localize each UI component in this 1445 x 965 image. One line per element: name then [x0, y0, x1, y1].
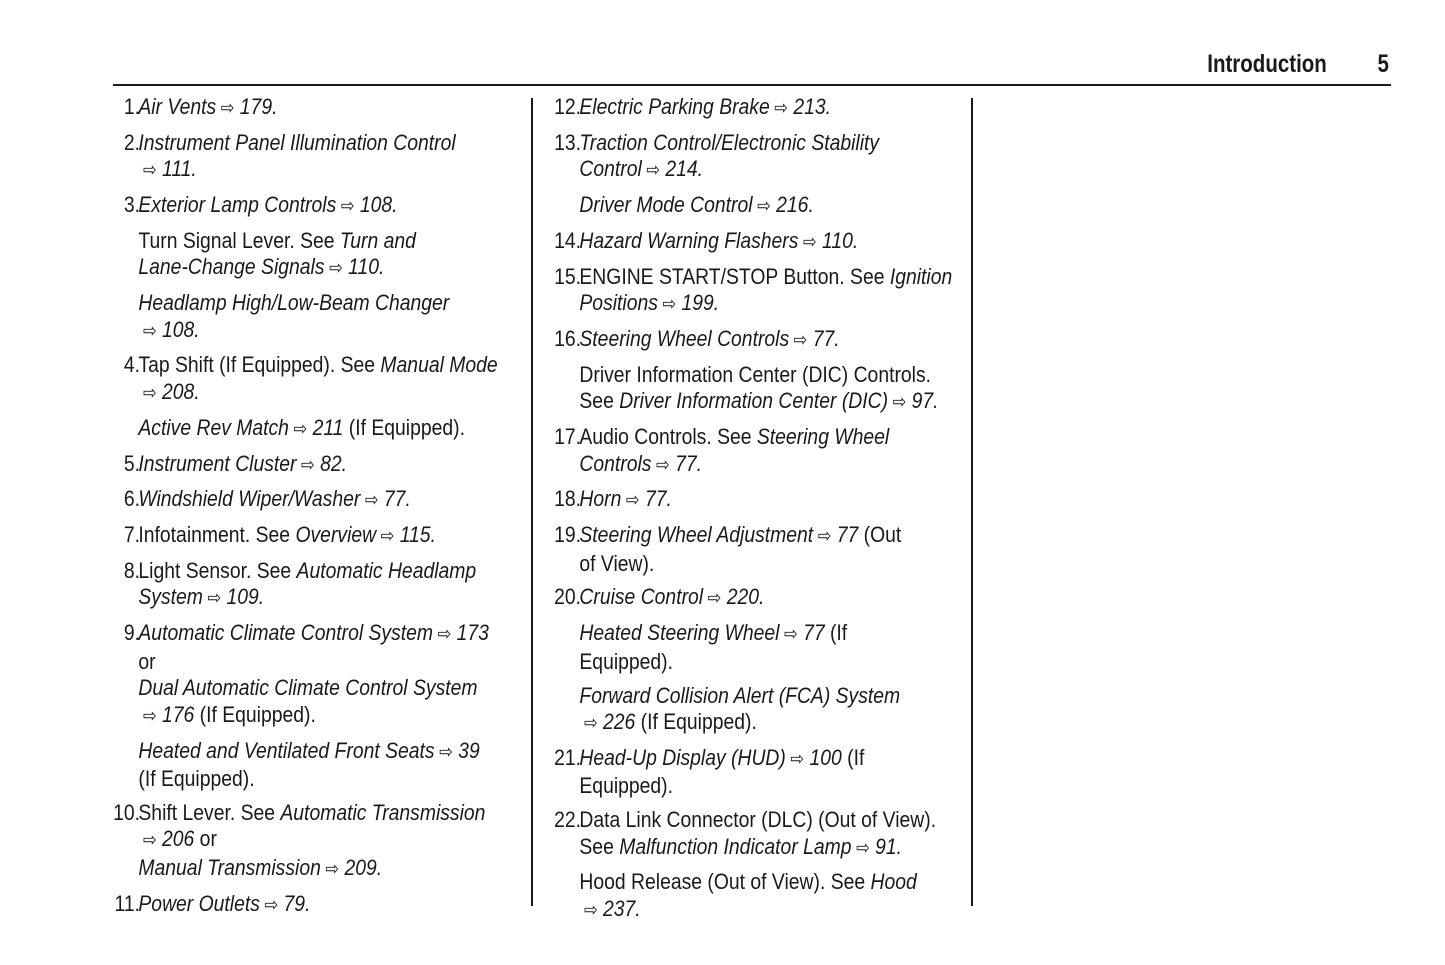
- cross-reference-text: Forward Collision Alert (FCA) System: [579, 682, 901, 708]
- page-reference-arrow-icon: ⇨: [320, 858, 340, 880]
- body-text: Light Sensor. See: [138, 557, 297, 583]
- page-reference-arrow-icon: ⇨: [433, 624, 452, 646]
- legend-entry: [545, 584, 965, 613]
- cross-reference-text: 77.: [669, 450, 702, 476]
- cross-reference-text: 216.: [770, 192, 814, 218]
- page-reference-arrow-icon: ⇨: [296, 454, 315, 476]
- entry-line: [545, 361, 932, 389]
- legend-entry: [104, 415, 524, 444]
- cross-reference-text: 77: [797, 620, 825, 646]
- page-reference-arrow-icon: ⇨: [769, 98, 788, 119]
- page-reference-arrow-icon: ⇨: [360, 490, 379, 512]
- page-reference-arrow-icon: ⇨: [579, 713, 598, 735]
- cross-reference-text: Positions: [579, 290, 658, 316]
- legend-entry: [545, 424, 965, 479]
- entry-line: [545, 773, 906, 800]
- cross-reference-text: 91.: [869, 833, 903, 859]
- entry-number: 6.: [123, 486, 140, 512]
- page-reference-arrow-icon: ⇨: [888, 392, 907, 414]
- cross-reference-text: Headlamp High/Low-Beam Changer: [138, 290, 450, 316]
- cross-reference-text: Windshield Wiper/Washer: [138, 486, 361, 512]
- cross-reference-text: Power Outlets: [138, 890, 260, 916]
- entry-line: [104, 855, 465, 884]
- body-text: (Out: [858, 522, 902, 548]
- cross-reference-text: Dual Automatic Climate Control System: [138, 675, 478, 701]
- body-text: Hood Release (Out of View). See: [579, 869, 871, 895]
- legend-entry: [545, 620, 965, 675]
- cross-reference-text: 226: [597, 709, 636, 735]
- entry-number: 14.: [554, 227, 581, 253]
- cross-reference-text: Automatic Transmission: [280, 799, 486, 825]
- legend-entry: [104, 94, 524, 123]
- cross-reference-text: Head-Up Display (HUD): [579, 744, 786, 770]
- legend-entry: [104, 228, 524, 283]
- cross-reference-text: Ignition: [889, 263, 953, 289]
- page-reference-arrow-icon: ⇨: [621, 490, 640, 512]
- entry-line: [545, 263, 953, 291]
- entry-line: [545, 584, 906, 613]
- page-reference-arrow-icon: ⇨: [752, 196, 771, 218]
- legend-entry: [104, 486, 524, 515]
- cross-reference-text: Controls: [579, 450, 652, 476]
- entry-line: [104, 156, 465, 185]
- entry-number: 20.: [554, 584, 581, 610]
- cross-reference-text: 173: [451, 620, 489, 646]
- body-text: (If: [824, 620, 848, 646]
- legend-entry: [104, 290, 524, 345]
- entry-line: [545, 156, 906, 185]
- page-header: [113, 48, 1391, 86]
- cross-reference-text: 108.: [156, 316, 200, 342]
- entry-number: 10.: [113, 799, 140, 825]
- cross-reference-text: 220.: [721, 584, 765, 610]
- legend-entry: [545, 807, 965, 862]
- cross-reference-text: 208.: [156, 378, 200, 404]
- cross-reference-text: 110.: [816, 227, 859, 253]
- cross-reference-text: Traction Control/Electronic Stability: [579, 129, 880, 155]
- cross-reference-text: 82.: [314, 450, 347, 476]
- entry-line: [104, 130, 465, 157]
- legend-entry: [545, 486, 965, 515]
- entry-line: [104, 228, 465, 255]
- entry-line: [104, 94, 465, 123]
- entry-number: 15.: [554, 263, 581, 289]
- body-text: (If Equipped).: [635, 709, 757, 735]
- cross-reference-text: Driver Information Center (DIC): [619, 388, 889, 414]
- entry-line: [545, 834, 906, 863]
- body-text: (If Equipped).: [138, 766, 255, 792]
- cross-reference-text: Automatic Climate Control System: [138, 620, 434, 646]
- cross-reference-text: Overview: [295, 522, 377, 548]
- entry-number: 7.: [123, 522, 140, 548]
- entry-number: 17.: [554, 424, 581, 450]
- entry-line: [104, 192, 465, 221]
- page-reference-arrow-icon: ⇨: [641, 160, 661, 182]
- cross-reference-text: 214.: [660, 156, 704, 182]
- legend-entry: [104, 451, 524, 480]
- entry-line: [545, 620, 906, 649]
- entry-line: [545, 709, 906, 738]
- column-divider: [531, 98, 533, 906]
- cross-reference-text: 100: [804, 744, 842, 770]
- cross-reference-text: Air Vents: [138, 94, 217, 119]
- entry-line: [104, 584, 465, 613]
- body-text: Audio Controls. See: [579, 424, 757, 450]
- cross-reference-text: Hood: [870, 869, 917, 895]
- legend-entry: [104, 522, 524, 551]
- cross-reference-text: 237.: [597, 895, 641, 921]
- page-reference-arrow-icon: ⇨: [288, 418, 308, 440]
- entry-line: [104, 826, 465, 855]
- entry-line: [545, 326, 906, 355]
- entry-line: [545, 551, 906, 578]
- page-reference-arrow-icon: ⇨: [789, 329, 808, 351]
- body-text: (If: [841, 744, 865, 770]
- entry-line: [104, 317, 465, 346]
- page-reference-arrow-icon: ⇨: [785, 748, 805, 770]
- page-number: 5: [1377, 50, 1389, 78]
- page-reference-arrow-icon: ⇨: [703, 588, 722, 610]
- entry-line: [545, 649, 906, 676]
- entry-number: 13.: [554, 129, 581, 155]
- entry-line: [104, 451, 465, 480]
- entry-line: [545, 388, 939, 417]
- page-reference-arrow-icon: ⇨: [138, 705, 157, 727]
- legend-entry: [104, 800, 524, 884]
- entry-line: [545, 896, 906, 925]
- cross-reference-text: Turn and: [339, 227, 416, 253]
- cross-reference-text: 39: [452, 737, 480, 763]
- body-text: Equipped).: [579, 648, 674, 674]
- page-reference-arrow-icon: ⇨: [324, 258, 343, 280]
- page-reference-arrow-icon: ⇨: [216, 98, 235, 119]
- page-reference-arrow-icon: ⇨: [202, 588, 222, 610]
- cross-reference-text: Lane-Change Signals: [138, 254, 325, 280]
- cross-reference-text: 111.: [156, 156, 197, 182]
- entry-number: 19.: [554, 522, 581, 548]
- legend-entry: [545, 264, 965, 319]
- entry-line: [104, 415, 465, 444]
- cross-reference-text: Horn: [579, 486, 622, 512]
- cross-reference-text: 213.: [787, 94, 832, 119]
- cross-reference-text: 110.: [342, 254, 385, 280]
- cross-reference-text: 77.: [378, 486, 411, 512]
- cross-reference-text: 199.: [676, 290, 720, 316]
- cross-reference-text: Driver Mode Control: [579, 192, 753, 218]
- legend-entry: [104, 130, 524, 185]
- page-reference-arrow-icon: ⇨: [798, 231, 817, 253]
- cross-reference-text: Cruise Control: [579, 584, 704, 610]
- page-reference-arrow-icon: ⇨: [813, 526, 832, 548]
- body-text: Data Link Connector (DLC) (Out of View).: [579, 807, 937, 833]
- entry-line: [104, 675, 478, 702]
- cross-reference-text: 176: [156, 701, 195, 727]
- entry-line: [545, 130, 906, 157]
- column-divider: [971, 98, 973, 906]
- entry-line: [104, 649, 465, 676]
- page-reference-arrow-icon: ⇨: [851, 837, 870, 859]
- body-text: or: [194, 826, 217, 852]
- legend-entry: [545, 522, 965, 577]
- entry-line: [545, 745, 906, 774]
- entry-number: 11.: [114, 890, 140, 916]
- body-text: or: [138, 648, 156, 674]
- entry-line: [545, 451, 906, 480]
- body-text: Infotainment. See: [138, 522, 296, 548]
- cross-reference-text: Heated Steering Wheel: [579, 620, 780, 646]
- page-reference-arrow-icon: ⇨: [651, 454, 670, 476]
- entry-line: [545, 94, 906, 123]
- entry-number: 5.: [123, 450, 140, 476]
- cross-reference-text: Manual Mode: [380, 352, 498, 378]
- entry-line: [104, 620, 489, 649]
- legend-entry: [545, 362, 965, 417]
- cross-reference-text: Control: [579, 156, 642, 182]
- body-text: Turn Signal Lever. See: [138, 227, 340, 253]
- entry-line: [545, 486, 906, 515]
- entry-line: [545, 424, 906, 451]
- body-text: Equipped).: [579, 773, 674, 799]
- cross-reference-text: Steering Wheel: [756, 424, 890, 450]
- entry-number: 8.: [123, 557, 140, 583]
- page-reference-arrow-icon: ⇨: [779, 624, 798, 646]
- cross-reference-text: 77.: [807, 325, 840, 351]
- entry-number: 3.: [123, 192, 140, 218]
- body-text: Tap Shift (If Equipped). See: [138, 352, 381, 378]
- cross-reference-text: Heated and Ventilated Front Seats: [138, 737, 435, 763]
- entry-number: 2.: [123, 129, 140, 155]
- entry-line: [104, 254, 465, 283]
- entry-line: [104, 290, 465, 317]
- page-reference-arrow-icon: ⇨: [138, 160, 157, 182]
- page-reference-arrow-icon: ⇨: [657, 294, 677, 316]
- entry-line: [545, 228, 906, 257]
- legend-entry: [545, 192, 965, 221]
- cross-reference-text: 206: [156, 826, 195, 852]
- cross-reference-text: Steering Wheel Adjustment: [579, 522, 814, 548]
- entry-line: [545, 683, 906, 710]
- entry-line: [545, 192, 906, 221]
- cross-reference-text: 179.: [234, 94, 278, 119]
- entry-line: [545, 290, 906, 319]
- legend-column-2: [545, 94, 965, 932]
- entry-number: 12.: [554, 94, 581, 119]
- entry-line: [104, 737, 480, 767]
- entry-line: [104, 486, 465, 515]
- legend-entry: [104, 891, 524, 920]
- body-text: ENGINE START/STOP Button. See: [579, 263, 890, 289]
- cross-reference-text: Malfunction Indicator Lamp: [619, 833, 852, 859]
- cross-reference-text: 209.: [339, 854, 383, 880]
- page-reference-arrow-icon: ⇨: [336, 196, 355, 218]
- entry-number: 18.: [554, 486, 581, 512]
- cross-reference-text: 97.: [906, 388, 939, 414]
- legend-entry: [104, 738, 524, 793]
- legend-entry: [545, 745, 965, 800]
- legend-entry: [104, 558, 524, 613]
- entry-number: 9.: [123, 620, 140, 646]
- cross-reference-text: Automatic Headlamp: [296, 557, 477, 583]
- cross-reference-text: Exterior Lamp Controls: [138, 192, 337, 218]
- legend-entry: [545, 228, 965, 257]
- page-reference-arrow-icon: ⇨: [434, 741, 453, 763]
- entry-line: [545, 807, 937, 834]
- page-reference-arrow-icon: ⇨: [259, 894, 279, 916]
- body-text: See: [579, 833, 620, 859]
- entry-line: [545, 522, 906, 551]
- body-text: (If Equipped).: [343, 414, 465, 440]
- cross-reference-text: 77: [831, 522, 859, 548]
- cross-reference-text: Hazard Warning Flashers: [579, 227, 799, 253]
- entry-number: 4.: [123, 352, 140, 378]
- page-reference-arrow-icon: ⇨: [579, 899, 598, 921]
- section-title: Introduction: [1207, 50, 1327, 78]
- legend-column-1: [104, 94, 524, 926]
- body-text: Driver Information Center (DIC) Controls.: [579, 361, 932, 387]
- page-reference-arrow-icon: ⇨: [138, 320, 157, 342]
- entry-number: 21.: [554, 744, 581, 770]
- cross-reference-text: Active Rev Match: [138, 414, 289, 440]
- page-reference-arrow-icon: ⇨: [138, 830, 157, 852]
- page-reference-arrow-icon: ⇨: [376, 526, 395, 548]
- legend-entry: [104, 192, 524, 221]
- entry-line: [104, 702, 465, 731]
- cross-reference-text: 109.: [221, 584, 265, 610]
- legend-entry: [545, 683, 965, 738]
- legend-entry: [104, 352, 524, 407]
- entry-number: 22.: [554, 807, 581, 833]
- body-text: of View).: [579, 550, 655, 576]
- cross-reference-text: Electric Parking Brake: [579, 94, 770, 119]
- entry-line: [104, 352, 498, 379]
- cross-reference-text: 77.: [639, 486, 672, 512]
- entry-line: [104, 522, 465, 551]
- legend-entry: [545, 94, 965, 123]
- page-reference-arrow-icon: ⇨: [138, 382, 157, 404]
- cross-reference-text: 115.: [394, 522, 436, 548]
- entry-line: [104, 766, 465, 793]
- body-text: Shift Lever. See: [138, 799, 281, 825]
- cross-reference-text: 79.: [278, 890, 311, 916]
- cross-reference-text: 108.: [354, 192, 398, 218]
- entry-number: 1.: [123, 94, 140, 119]
- entry-line: [104, 799, 486, 827]
- cross-reference-text: Instrument Cluster: [138, 450, 297, 476]
- entry-number: 16.: [554, 325, 581, 351]
- body-text: See: [579, 388, 620, 414]
- legend-entry: [545, 869, 965, 924]
- cross-reference-text: System: [138, 584, 203, 610]
- legend-entry: [104, 620, 524, 730]
- entry-line: [545, 869, 917, 896]
- entry-line: [104, 379, 465, 408]
- legend-entry: [545, 326, 965, 355]
- cross-reference-text: Instrument Panel Illumination Control: [138, 129, 456, 155]
- cross-reference-text: Manual Transmission: [138, 854, 321, 880]
- cross-reference-text: 211: [307, 414, 344, 440]
- entry-line: [104, 891, 465, 920]
- legend-entry: [545, 130, 965, 185]
- cross-reference-text: Steering Wheel Controls: [579, 325, 790, 351]
- entry-line: [104, 557, 477, 585]
- body-text: (If Equipped).: [194, 701, 316, 727]
